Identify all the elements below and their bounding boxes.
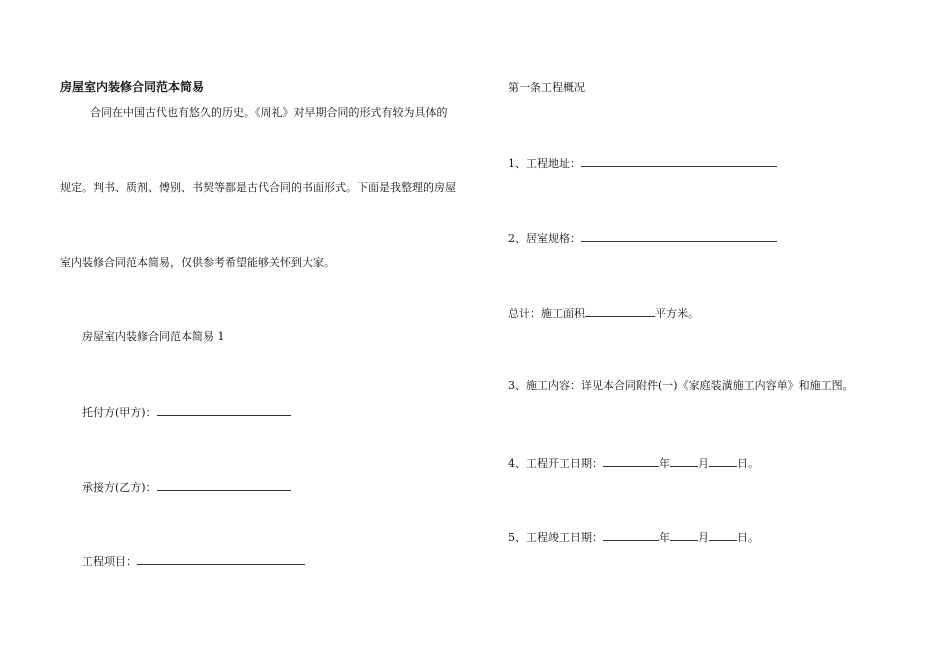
party-a-label: 托付方(甲方)： bbox=[82, 406, 157, 419]
address-field bbox=[508, 155, 777, 171]
end-day-label: 日。 bbox=[737, 531, 759, 544]
area-field bbox=[508, 305, 699, 321]
content-line: 3、施工内容：详见本合同附件(一)《家庭装潢施工内容单》和施工图。 bbox=[508, 379, 854, 392]
intro-line-1: 合同在中国古代也有悠久的历史。《周礼》对早期合同的形式有较为具体的 bbox=[90, 106, 448, 119]
start-day-blank bbox=[709, 455, 737, 467]
area-prefix: 总计：施工面积 bbox=[508, 307, 585, 320]
party-b-field bbox=[82, 479, 291, 495]
end-month-label: 月 bbox=[698, 531, 709, 544]
start-day-label: 日。 bbox=[737, 457, 759, 470]
start-date-field bbox=[508, 455, 759, 471]
spec-blank bbox=[581, 230, 777, 242]
start-date-label: 4、工程开工日期： bbox=[508, 457, 603, 470]
project-blank bbox=[137, 553, 305, 565]
start-year-blank bbox=[603, 455, 659, 467]
party-a-field bbox=[82, 404, 291, 420]
address-blank bbox=[581, 155, 777, 167]
end-date-field bbox=[508, 529, 759, 545]
party-b-blank bbox=[157, 479, 291, 491]
end-month-blank bbox=[670, 529, 698, 541]
spec-field bbox=[508, 230, 777, 246]
end-year-blank bbox=[603, 529, 659, 541]
article-1-title: 第一条工程概况 bbox=[508, 81, 585, 94]
start-month-blank bbox=[670, 455, 698, 467]
spec-label: 2、居室规格： bbox=[508, 232, 581, 245]
project-label: 工程项目： bbox=[82, 555, 137, 568]
intro-line-2: 规定。判书、质剂、傅别、书契等都是古代合同的书面形式。下面是我整理的房屋 bbox=[60, 181, 456, 194]
end-day-blank bbox=[709, 529, 737, 541]
end-year-label: 年 bbox=[659, 531, 670, 544]
document-title: 房屋室内装修合同范本简易 bbox=[60, 80, 205, 94]
start-year-label: 年 bbox=[659, 457, 670, 470]
area-blank bbox=[585, 305, 655, 317]
address-label: 1、工程地址： bbox=[508, 157, 581, 170]
intro-line-3: 室内装修合同范本简易，仅供参考希望能够关怀到大家。 bbox=[60, 256, 335, 269]
right-column bbox=[480, 0, 950, 672]
project-field bbox=[82, 553, 305, 569]
start-month-label: 月 bbox=[698, 457, 709, 470]
end-date-label: 5、工程竣工日期： bbox=[508, 531, 603, 544]
party-a-blank bbox=[157, 404, 291, 416]
contract-subtitle: 房屋室内装修合同范本简易 1 bbox=[82, 330, 225, 343]
party-b-label: 承接方(乙方)： bbox=[82, 481, 157, 494]
area-suffix: 平方米。 bbox=[655, 307, 699, 320]
